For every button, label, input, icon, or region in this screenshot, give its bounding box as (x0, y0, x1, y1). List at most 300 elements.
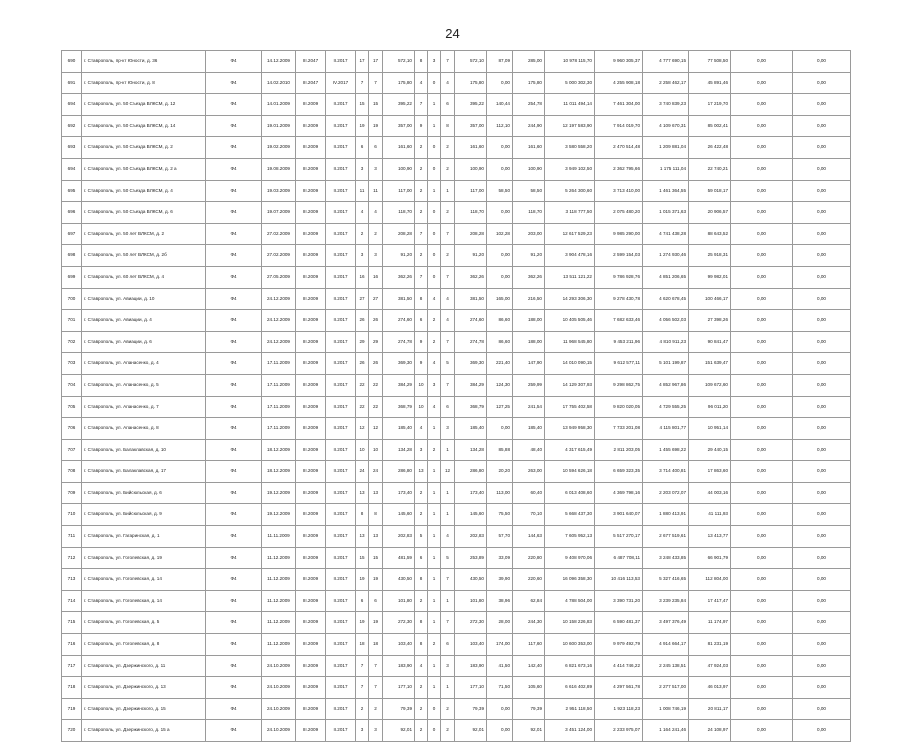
table-cell: 3 (415, 439, 428, 461)
table-cell: 1 175 111,04 (643, 158, 689, 180)
table-cell: 4 297 561,78 (595, 677, 643, 699)
table-cell: 3 390 731,20 (595, 590, 643, 612)
table-cell: 0,00 (487, 158, 513, 180)
table-cell: 0,00 (487, 720, 513, 742)
table-cell: 2 677 519,61 (643, 526, 689, 548)
table-cell: 263,00 (513, 461, 545, 483)
table-cell: 1 (428, 547, 441, 569)
table-cell: 285,00 (513, 51, 545, 73)
table-cell: 4 777 690,15 (643, 51, 689, 73)
table-cell: 183,90 (455, 655, 487, 677)
table-cell: 45 891,46 (689, 72, 731, 94)
table-cell: 0,00 (731, 482, 793, 504)
table-cell: 700 (62, 288, 82, 310)
table-cell: Ф4 (206, 590, 262, 612)
table-cell: Ф4 (206, 720, 262, 742)
table-cell: 4 (369, 202, 383, 224)
table-cell: 4 741 438,28 (643, 223, 689, 245)
table-cell: III.2009 (296, 655, 326, 677)
table-cell: 10 (356, 439, 369, 461)
table-cell: 17.11.2009 (262, 353, 296, 375)
table-cell: 91,20 (383, 245, 415, 267)
table-cell: 11 (369, 180, 383, 202)
table-cell: 2 277 517,00 (643, 677, 689, 699)
table-cell: 92,01 (513, 720, 545, 742)
table-row (62, 223, 851, 245)
table-cell: 13 (369, 526, 383, 548)
table-cell: Ф4 (206, 180, 262, 202)
table-cell: II.2017 (326, 94, 356, 116)
table-cell: Ф4 (206, 612, 262, 634)
table-cell: 704 (62, 374, 82, 396)
table-cell: Ф4 (206, 418, 262, 440)
table-cell: г. Ставрополь, ул. Гоголевская, д. 8 (82, 634, 206, 656)
table-cell: 161,60 (383, 137, 415, 159)
table-cell: 177,10 (383, 677, 415, 699)
table-cell: 274,60 (383, 310, 415, 332)
table-cell: 6 (369, 590, 383, 612)
table-cell: 175,80 (455, 72, 487, 94)
table-cell: 11.12.2009 (262, 547, 296, 569)
table-cell: 4 414 746,22 (595, 655, 643, 677)
table-cell: 26 (369, 353, 383, 375)
table-cell: 4 317 615,49 (545, 439, 595, 461)
table-cell: 0,00 (793, 569, 851, 591)
table-cell: 481,59 (383, 547, 415, 569)
table-cell: 0,00 (731, 655, 793, 677)
table-cell: 27.02.2009 (262, 223, 296, 245)
table-cell: 117,00 (455, 180, 487, 202)
table-cell: 118,70 (513, 202, 545, 224)
table-cell: 3 580 558,20 (545, 137, 595, 159)
table-cell: 2 (415, 720, 428, 742)
table-cell: 41 111,93 (689, 504, 731, 526)
table-cell: 0,00 (793, 396, 851, 418)
table-cell: 2 (415, 698, 428, 720)
table-cell: 7 (441, 266, 455, 288)
table-row (62, 72, 851, 94)
table-cell: 384,29 (455, 374, 487, 396)
table-cell: 4 (441, 526, 455, 548)
table-cell: 0,00 (793, 374, 851, 396)
table-cell: 0,00 (793, 288, 851, 310)
table-cell: 0,00 (793, 353, 851, 375)
table-cell: Ф4 (206, 266, 262, 288)
table-cell: 24.12.2009 (262, 288, 296, 310)
table-cell: 0,00 (731, 180, 793, 202)
table-cell: 19 (356, 569, 369, 591)
table-cell: 62,84 (513, 590, 545, 612)
table-cell: 24.12.2009 (262, 331, 296, 353)
table-cell: 70,10 (513, 504, 545, 526)
table-cell: 9 278 430,78 (595, 288, 643, 310)
table-cell: 696 (62, 202, 82, 224)
table-cell: 4 (415, 418, 428, 440)
table-cell: 48,40 (513, 439, 545, 461)
table-cell: 20 906,57 (689, 202, 731, 224)
table-cell: 59 018,17 (689, 180, 731, 202)
table-cell: Ф4 (206, 51, 262, 73)
table-cell: 3 740 839,23 (643, 94, 689, 116)
table-cell: 19.07.2009 (262, 202, 296, 224)
table-cell: 6 (441, 634, 455, 656)
table-cell: 14.01.2009 (262, 94, 296, 116)
table-cell: 99 982,01 (689, 266, 731, 288)
table-cell: 2 (415, 482, 428, 504)
table-cell: г. Ставрополь, ул. Гоголевская, д. 19 (82, 547, 206, 569)
table-cell: 430,50 (383, 569, 415, 591)
table-cell: 369,30 (383, 353, 415, 375)
table-cell: 105,60 (513, 677, 545, 699)
table-cell: г. Ставрополь, ул. Авиации, д. 10 (82, 288, 206, 310)
table-cell: III.2009 (296, 612, 326, 634)
table-cell: II.2017 (326, 137, 356, 159)
table-cell: 58,50 (513, 180, 545, 202)
table-cell: 6 (441, 94, 455, 116)
table-cell: 17.11.2009 (262, 396, 296, 418)
table-cell: 1 880 413,91 (643, 504, 689, 526)
table-cell: 85 002,41 (689, 115, 731, 137)
table-cell: 362,26 (513, 266, 545, 288)
table-cell: 0,00 (731, 374, 793, 396)
table-cell: III.2009 (296, 266, 326, 288)
table-cell: г. Ставрополь, ул. Авиации, д. 6 (82, 331, 206, 353)
table-cell: 24.10.2009 (262, 677, 296, 699)
table-cell: 77 508,50 (689, 51, 731, 73)
table-cell: Ф4 (206, 461, 262, 483)
table-cell: 103,40 (455, 634, 487, 656)
table-cell: III.2009 (296, 569, 326, 591)
table-cell: г. Ставрополь, ул. Дзержинского, д. 15 (82, 698, 206, 720)
table-cell: 7 (369, 655, 383, 677)
table-cell: 86,60 (487, 331, 513, 353)
table-cell: 147,90 (513, 353, 545, 375)
table-cell: 0 (428, 137, 441, 159)
table-cell: 10 600 353,00 (545, 634, 595, 656)
table-cell: 188,00 (513, 331, 545, 353)
table-cell: 7 (415, 266, 428, 288)
table-cell: 0,00 (731, 418, 793, 440)
table-cell: 220,80 (513, 547, 545, 569)
table-cell: 19 (356, 115, 369, 137)
table-cell: 27.05.2009 (262, 266, 296, 288)
table-cell: 29 (369, 331, 383, 353)
table-cell: 6 (356, 137, 369, 159)
table-cell: 0 (428, 72, 441, 94)
table-cell: II.2017 (326, 504, 356, 526)
table-cell: 165,00 (487, 288, 513, 310)
table-cell: 12 197 583,90 (545, 115, 595, 137)
table-cell: 10 158 226,83 (545, 612, 595, 634)
table-cell: 3 (428, 51, 441, 73)
table-cell: 0,00 (731, 526, 793, 548)
table-cell: 6 (415, 310, 428, 332)
table-cell: 22 (369, 374, 383, 396)
table-cell: 15 (369, 94, 383, 116)
table-cell: II.2017 (326, 245, 356, 267)
table-cell: III.2009 (296, 202, 326, 224)
table-cell: II.2017 (326, 310, 356, 332)
table-cell: 28,00 (487, 612, 513, 634)
table-cell: 145,60 (383, 504, 415, 526)
table-cell: III.2009 (296, 547, 326, 569)
table-cell: 2 (428, 310, 441, 332)
table-cell: 10 (369, 439, 383, 461)
table-cell: г. Ставрополь, ул. Бийсюльская, д. 6 (82, 482, 206, 504)
table-cell: 1 (428, 612, 441, 634)
table-cell: 1 008 746,19 (643, 698, 689, 720)
table-cell: 0,00 (731, 72, 793, 94)
table-cell: 0,00 (731, 310, 793, 332)
table-cell: 7 (415, 94, 428, 116)
table-cell: 220,60 (513, 569, 545, 591)
table-cell: II.2017 (326, 569, 356, 591)
table-cell: 2 (415, 180, 428, 202)
table-cell: 161,60 (455, 137, 487, 159)
table-cell: 4 788 504,00 (545, 590, 595, 612)
table-cell: 2 (441, 137, 455, 159)
table-cell: 6 (415, 547, 428, 569)
table-cell: 183,90 (383, 655, 415, 677)
table-cell: 88 643,52 (689, 223, 731, 245)
table-cell: 2 (415, 677, 428, 699)
table-cell: 124,30 (487, 374, 513, 396)
table-cell: 75,50 (487, 504, 513, 526)
table-cell: 9 960 305,37 (595, 51, 643, 73)
table-cell: г. Ставрополь, ул. 60 лет ВЛКСМ, д. 4 (82, 266, 206, 288)
table-cell: 24 108,97 (689, 720, 731, 742)
table-cell: 694 (62, 158, 82, 180)
table-cell: 24 (356, 461, 369, 483)
table-cell: 101,80 (383, 590, 415, 612)
table-cell: 4 620 678,45 (643, 288, 689, 310)
table-cell: 39,90 (487, 569, 513, 591)
table-cell: 703 (62, 353, 82, 375)
table-row (62, 158, 851, 180)
table-cell: III.2009 (296, 634, 326, 656)
table-cell: 5 517 270,17 (595, 526, 643, 548)
table-cell: 0,00 (793, 418, 851, 440)
table-cell: II.2017 (326, 634, 356, 656)
table-cell: Ф4 (206, 396, 262, 418)
table-cell: 3 (369, 245, 383, 267)
table-cell: 357,00 (383, 115, 415, 137)
table-cell: 4 (415, 72, 428, 94)
table-cell: 41,50 (487, 655, 513, 677)
table-cell: 2 (369, 698, 383, 720)
table-cell: 102,28 (487, 223, 513, 245)
table-cell: 1 (441, 504, 455, 526)
table-cell: г. Ставрополь, ул. 50 лет ВЛКСМ, д. 2б (82, 245, 206, 267)
table-row (62, 180, 851, 202)
table-row (62, 51, 851, 73)
table-cell: 0,00 (731, 698, 793, 720)
table-cell: г. Ставрополь, ул. Дзержинского, д. 15 а (82, 720, 206, 742)
table-cell: Ф4 (206, 310, 262, 332)
table-cell: 185,40 (383, 418, 415, 440)
table-cell: 7 (356, 677, 369, 699)
table-cell: 12 617 529,23 (545, 223, 595, 245)
table-cell: 2 (415, 202, 428, 224)
table-cell: 3 239 235,84 (643, 590, 689, 612)
table-row (62, 461, 851, 483)
table-cell: 0 (428, 245, 441, 267)
table-cell: IV.2017 (326, 72, 356, 94)
table-cell: 708 (62, 461, 82, 483)
table-cell: 0,00 (793, 698, 851, 720)
table-cell: 3 (356, 158, 369, 180)
table-cell: 9 453 211,96 (595, 331, 643, 353)
table-cell: 3 (441, 418, 455, 440)
table-cell: 1 (428, 418, 441, 440)
table-cell: 7 682 633,46 (595, 310, 643, 332)
table-cell: 3 (356, 245, 369, 267)
table-cell: Ф4 (206, 569, 262, 591)
table-cell: 145,60 (455, 504, 487, 526)
table-cell: г. Ставрополь, ул. Бийсюльская, д. 9 (82, 504, 206, 526)
table-cell: 10 978 115,70 (545, 51, 595, 73)
table-cell: 0 (428, 266, 441, 288)
table-cell: 712 (62, 547, 82, 569)
table-cell: Ф4 (206, 526, 262, 548)
table-cell: 0,00 (731, 223, 793, 245)
table-cell: 11 011 494,14 (545, 94, 595, 116)
table-cell: 19 (369, 115, 383, 137)
table-cell: 3 714 400,81 (643, 461, 689, 483)
table-cell: 2 951 118,50 (545, 698, 595, 720)
table-cell: 7 461 304,00 (595, 94, 643, 116)
table-cell: 692 (62, 115, 82, 137)
table-cell: 66 901,79 (689, 547, 731, 569)
table-cell: 274,78 (455, 331, 487, 353)
table-cell: 47 924,03 (689, 655, 731, 677)
table-row (62, 612, 851, 634)
table-cell: 17 (356, 51, 369, 73)
table-row (62, 482, 851, 504)
table-cell: II.2017 (326, 655, 356, 677)
table-cell: 1 923 118,23 (595, 698, 643, 720)
table-cell: 0,00 (731, 158, 793, 180)
housing-table-container (61, 50, 850, 742)
table-cell: Ф4 (206, 331, 262, 353)
table-cell: 7 (356, 655, 369, 677)
table-cell: 14 010 090,15 (545, 353, 595, 375)
table-cell: 3 (441, 655, 455, 677)
table-row (62, 677, 851, 699)
table-cell: 91,20 (455, 245, 487, 267)
table-cell: II.2017 (326, 158, 356, 180)
table-cell: 1 (428, 482, 441, 504)
table-cell: 10 (415, 396, 428, 418)
table-cell: 0,00 (731, 396, 793, 418)
table-cell: II.2017 (326, 223, 356, 245)
table-cell: 175,80 (513, 72, 545, 94)
table-cell: II.2017 (326, 396, 356, 418)
table-cell: 127,25 (487, 396, 513, 418)
table-row (62, 310, 851, 332)
table-cell: 698 (62, 245, 82, 267)
table-cell: 0,00 (793, 158, 851, 180)
table-cell: 0,00 (793, 245, 851, 267)
table-cell: г. Ставрополь, ул. 50 Съезда ВЛКСМ, д. 14 (82, 115, 206, 137)
table-cell: 24 (369, 461, 383, 483)
table-cell: 2 (356, 698, 369, 720)
table-cell: 3 (369, 720, 383, 742)
table-cell: 710 (62, 504, 82, 526)
table-cell: 2 362 795,66 (595, 158, 643, 180)
table-cell: 8 (415, 51, 428, 73)
table-cell: 188,00 (513, 310, 545, 332)
table-cell: 13 (369, 482, 383, 504)
table-cell: II.2017 (326, 526, 356, 548)
table-cell: III.2009 (296, 482, 326, 504)
table-cell: 0,00 (793, 482, 851, 504)
table-cell: 0,00 (793, 202, 851, 224)
table-cell: 0,00 (731, 590, 793, 612)
table-cell: II.2017 (326, 353, 356, 375)
table-cell: 9 612 577,11 (595, 353, 643, 375)
table-cell: 185,40 (455, 418, 487, 440)
table-cell: 12 (441, 461, 455, 483)
table-cell: 216,50 (513, 288, 545, 310)
table-cell: 1 209 881,04 (643, 137, 689, 159)
table-cell: 395,22 (455, 94, 487, 116)
table-cell: 46 013,97 (689, 677, 731, 699)
table-cell: 0,00 (731, 634, 793, 656)
table-cell: 4 729 555,25 (643, 396, 689, 418)
table-cell: II.2017 (326, 202, 356, 224)
table-cell: 381,50 (455, 288, 487, 310)
table-cell: 12 (356, 418, 369, 440)
table-cell: 100 466,17 (689, 288, 731, 310)
table-cell: 0,00 (793, 547, 851, 569)
table-cell: 1 461 364,55 (643, 180, 689, 202)
table-cell: III.2009 (296, 158, 326, 180)
table-cell: 368,79 (383, 396, 415, 418)
table-cell: 1 015 371,63 (643, 202, 689, 224)
table-cell: 5 327 416,65 (643, 569, 689, 591)
table-cell: II.2017 (326, 374, 356, 396)
table-cell: 1 455 698,22 (643, 439, 689, 461)
table-row (62, 418, 851, 440)
table-cell: 572,10 (455, 51, 487, 73)
table-row (62, 245, 851, 267)
table-cell: 2 (441, 158, 455, 180)
table-cell: 705 (62, 396, 82, 418)
table-cell: 7 (441, 374, 455, 396)
table-cell: 711 (62, 526, 82, 548)
table-cell: 11 (356, 180, 369, 202)
table-cell: 0,00 (731, 266, 793, 288)
table-cell: г. Ставрополь, ул. Балаклавская, д. 17 (82, 461, 206, 483)
table-cell: III.2009 (296, 94, 326, 116)
table-cell: 15 (356, 94, 369, 116)
table-cell: 18.12.2009 (262, 439, 296, 461)
table-cell: 4 852 967,86 (643, 374, 689, 396)
table-cell: 0,00 (793, 504, 851, 526)
table-cell: 18.12.2009 (262, 461, 296, 483)
table-cell: 1 (441, 482, 455, 504)
table-cell: 4 (428, 353, 441, 375)
table-cell: 2 599 154,03 (595, 245, 643, 267)
table-cell: 244,90 (513, 115, 545, 137)
table-cell: 2 (415, 137, 428, 159)
table-cell: 0,00 (793, 677, 851, 699)
table-cell: 22 740,21 (689, 158, 731, 180)
table-cell: 0 (428, 223, 441, 245)
table-cell: г. Ставрополь, ул. Гоголевская, д. 5 (82, 612, 206, 634)
table-cell: 8 (415, 569, 428, 591)
